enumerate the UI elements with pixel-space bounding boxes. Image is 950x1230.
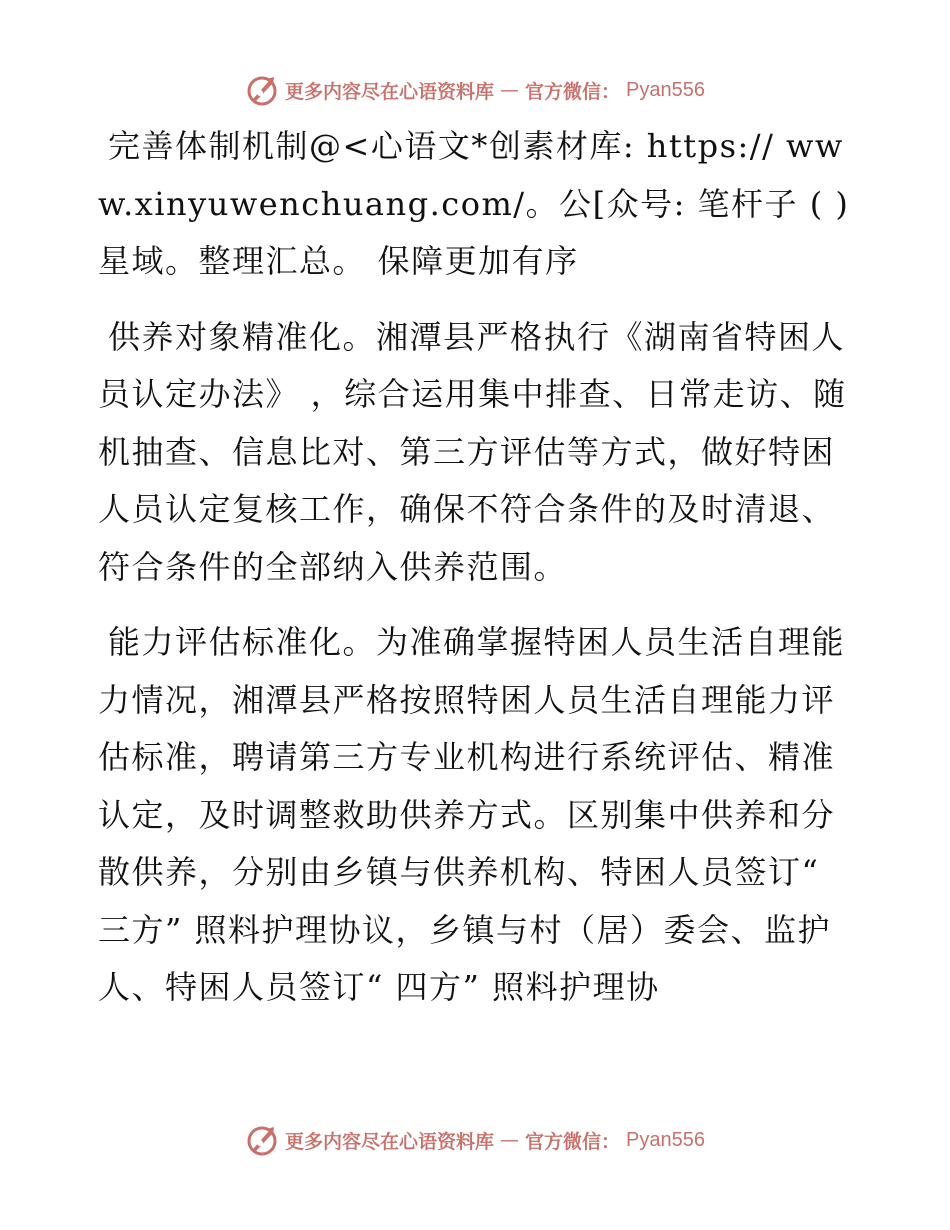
watermark-separator: — (500, 1129, 520, 1151)
quill-pen-logo-icon (245, 73, 279, 107)
watermark-handle: Pyan556 (626, 1128, 705, 1151)
watermark-text: 更多内容尽在心语资料库 (285, 1130, 495, 1153)
paragraph-1 (98, 118, 858, 291)
watermark-handle: Pyan556 (626, 78, 705, 101)
paragraph-3-text: 能力评估标准化。为准确掌握特困人员生活自理能力情况，湘潭县严格按照特困人员生活自理能力评估标准，聘请第三方专业机构进行系统评估、精准认定，及时调整救助供养方式。区别集中供养和分散供养，分别由乡镇与供养机构、特困人员签订“ 三方” 照料护理协议，乡镇与村（居）委会、监护人、特困人员签订“ 四方” 照料护理协 (98, 623, 846, 1006)
watermark-label: 官方微信： (525, 80, 621, 103)
watermark-separator: — (500, 79, 520, 101)
footer-watermark (0, 1120, 950, 1160)
paragraph-1-text: 完善体制机制@<心语文*创素材库: https:// www.xinyuwenchuang.com/。公[众号: 笔杆子 ( ) 星域。整理汇总。 保障更加有序 (98, 127, 850, 280)
header-watermark (0, 70, 950, 110)
paragraph-3 (98, 614, 858, 1017)
paragraph-2 (98, 309, 858, 597)
paragraph-2-text: 供养对象精准化。湘潭县严格执行《湖南省特困人员认定办法》 ，综合运用集中排查、日常走访、随机抽查、信息比对、第三方评估等方式，做好特困人员认定复核工作，确保不符合条件的及时清退、符合条件的全部纳入供养范围。 (98, 317, 847, 586)
quill-pen-logo-icon (245, 1123, 279, 1157)
watermark-text: 更多内容尽在心语资料库 (285, 80, 495, 103)
watermark-label: 官方微信： (525, 1130, 621, 1153)
document-body (98, 118, 858, 1035)
